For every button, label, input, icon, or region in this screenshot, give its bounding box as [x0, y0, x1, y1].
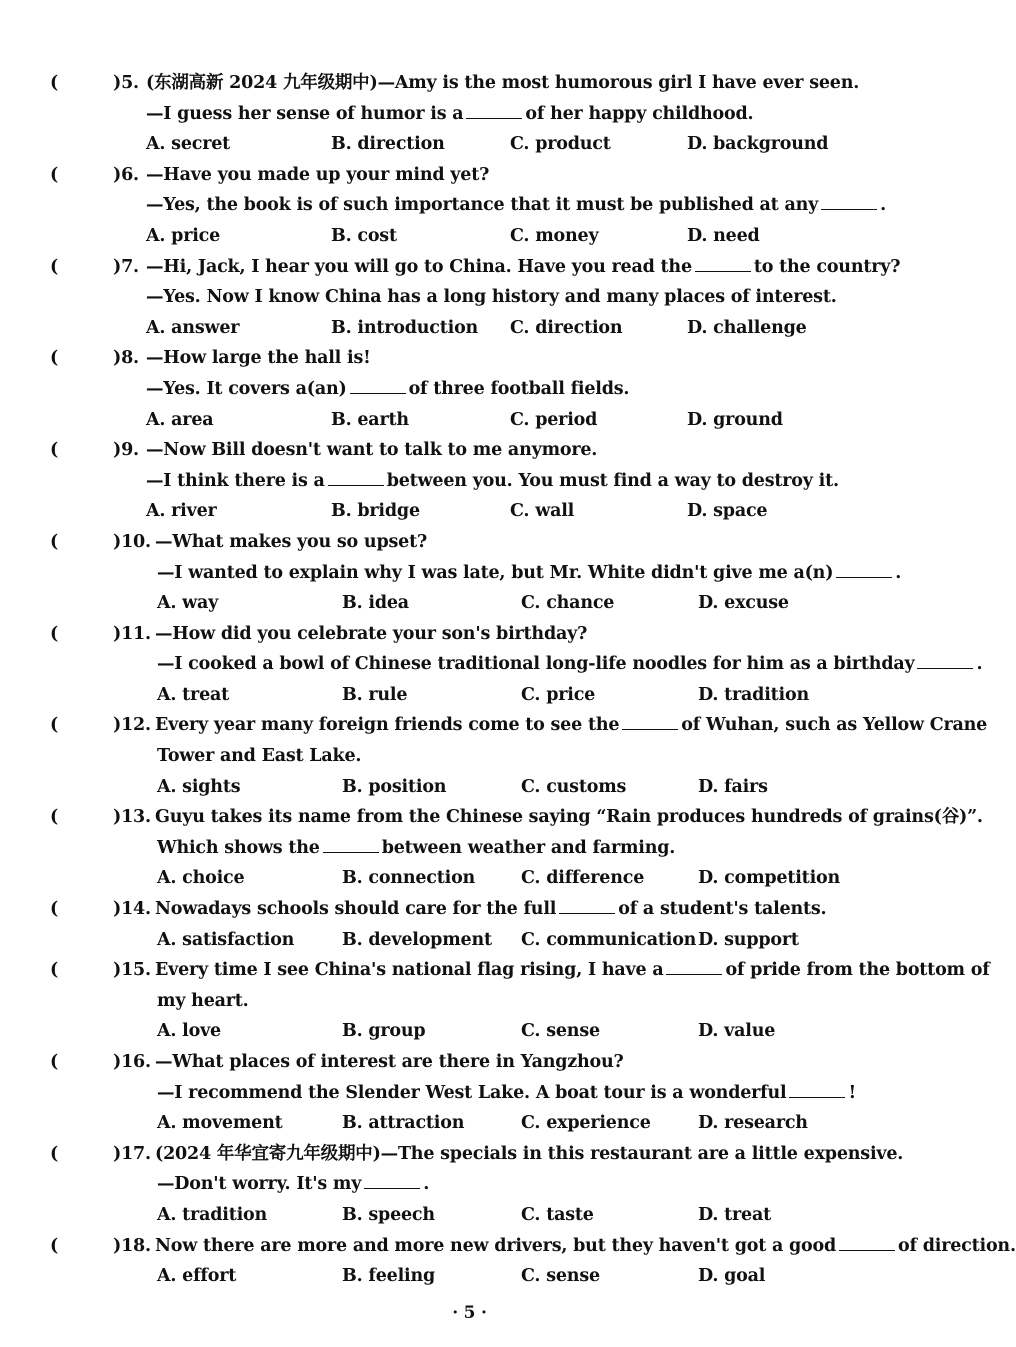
option-c[interactable]: C. difference — [521, 868, 645, 889]
reply-text-after: of three football fields. — [408, 378, 630, 399]
reply-text: —I recommend the Slender West Lake. A boat tour is a wonderful — [157, 1082, 787, 1103]
stem-text-after: to the country? — [753, 256, 901, 277]
stem-text: Now there are more and more new drivers, but they haven't got a good — [155, 1235, 837, 1256]
option-a[interactable]: A. river — [146, 501, 217, 522]
answer-blank[interactable] — [695, 270, 751, 272]
continuation-text — [146, 466, 839, 497]
option-a[interactable]: A. area — [146, 409, 214, 430]
question-stem-line — [0, 343, 939, 374]
question-number: )6. — [113, 164, 139, 185]
question-continuation-line — [0, 1078, 939, 1109]
answer-blank[interactable] — [789, 1096, 845, 1098]
option-a[interactable]: A. satisfaction — [157, 929, 295, 950]
option-b[interactable]: B. idea — [342, 593, 409, 614]
question — [0, 343, 939, 435]
question-stem — [155, 894, 826, 925]
option-b[interactable]: B. introduction — [331, 317, 479, 338]
options-line — [0, 1108, 939, 1139]
question — [0, 802, 983, 894]
stem-text: Nowadays schools should care for the full — [155, 899, 557, 920]
option-d[interactable]: D. ground — [687, 409, 783, 430]
option-a[interactable]: A. effort — [157, 1266, 237, 1287]
stem-text-after: of pride from the bottom of — [725, 960, 990, 981]
option-c[interactable]: C. price — [521, 684, 596, 705]
stem-text-after: of a student's talents. — [618, 899, 827, 920]
question-list — [0, 68, 1016, 1292]
option-a[interactable]: A. love — [157, 1021, 221, 1042]
answer-blank[interactable] — [666, 973, 722, 975]
answer-paren-open[interactable]: ( — [50, 164, 59, 185]
answer-paren-open[interactable]: ( — [50, 73, 59, 93]
option-d[interactable]: D. excuse — [698, 593, 789, 614]
answer-blank[interactable] — [622, 728, 678, 730]
option-d[interactable]: D. challenge — [687, 317, 807, 338]
option-a[interactable]: A. tradition — [157, 1204, 268, 1225]
answer-paren-open[interactable]: ( — [50, 256, 59, 277]
question-stem — [146, 252, 900, 283]
stem-text: Every year many foreign friends come to see the — [155, 715, 620, 736]
options-line — [0, 863, 939, 894]
question — [0, 435, 939, 527]
options-line — [0, 221, 939, 252]
option-c[interactable]: C. sense — [521, 1266, 600, 1287]
option-a[interactable]: A. movement — [157, 1113, 283, 1134]
option-d[interactable]: D. tradition — [698, 684, 809, 705]
question-continuation-line — [0, 466, 939, 497]
option-d[interactable]: D. value — [698, 1021, 776, 1042]
question — [0, 1231, 1016, 1292]
question-stem — [155, 619, 587, 650]
question — [0, 1139, 939, 1231]
answer-paren-open[interactable]: ( — [50, 1235, 59, 1256]
option-b[interactable]: B. bridge — [331, 501, 420, 522]
answer-paren-open[interactable]: ( — [50, 807, 59, 828]
reply-text: my heart. — [157, 990, 249, 1011]
option-a[interactable]: A. treat — [157, 684, 230, 705]
question-stem-line — [0, 1047, 939, 1078]
answer-blank[interactable] — [328, 484, 384, 486]
answer-paren-open[interactable]: ( — [50, 1143, 59, 1164]
option-d[interactable]: D. background — [687, 134, 829, 155]
answer-blank[interactable] — [839, 1249, 895, 1251]
options-line — [0, 129, 939, 160]
continuation-text — [157, 986, 249, 1017]
answer-paren-open[interactable]: ( — [50, 623, 59, 644]
stem-text: —Hi, Jack, I hear you will go to China. Have you read the — [146, 256, 692, 277]
question-stem — [146, 68, 859, 99]
stem-text: —Have you made up your mind yet? — [146, 164, 490, 185]
answer-blank[interactable] — [559, 912, 615, 914]
question-stem-line — [0, 1231, 1016, 1262]
option-b[interactable]: B. connection — [342, 868, 476, 889]
option-d[interactable]: D. fairs — [698, 776, 768, 797]
reply-text-after: . — [423, 1174, 430, 1195]
question-stem-line — [0, 527, 939, 558]
question-source: (东湖高新 2024 九年级期中) — [146, 73, 378, 93]
question-number: )11. — [113, 623, 151, 644]
question-continuation-line — [0, 99, 939, 130]
continuation-text — [146, 282, 837, 313]
option-b[interactable]: B. feeling — [342, 1266, 436, 1287]
answer-blank[interactable] — [364, 1187, 420, 1189]
option-c[interactable]: C. product — [510, 134, 611, 155]
options-line — [0, 925, 939, 956]
reply-text-after: ! — [848, 1082, 856, 1103]
stem-text: —What places of interest are there in Yangzhou? — [155, 1052, 624, 1072]
question — [0, 252, 939, 344]
question-number: )17. — [113, 1143, 151, 1164]
question-stem-line — [0, 252, 939, 283]
question-stem — [155, 955, 990, 986]
question-continuation-line — [0, 741, 939, 772]
question-continuation-line — [0, 190, 939, 221]
options-line — [0, 496, 939, 527]
answer-blank[interactable] — [350, 392, 406, 394]
question-continuation-line — [0, 282, 939, 313]
question-stem-line — [0, 160, 939, 191]
continuation-text — [157, 741, 361, 772]
answer-blank[interactable] — [466, 117, 522, 119]
question-number: )5. — [113, 73, 139, 93]
stem-text: —How did you celebrate your son's birthday? — [155, 623, 588, 644]
option-a[interactable]: A. sights — [157, 776, 241, 797]
question-stem — [146, 435, 597, 466]
answer-paren-open[interactable]: ( — [50, 531, 59, 552]
reply-text-after: of her happy childhood. — [525, 103, 754, 124]
question-number: )13. — [113, 807, 151, 828]
option-a[interactable]: A. answer — [146, 317, 240, 338]
question-stem-line — [0, 710, 988, 741]
option-a[interactable]: A. price — [146, 225, 221, 246]
option-c[interactable]: C. wall — [510, 501, 575, 522]
answer-blank[interactable] — [323, 851, 379, 853]
reply-text-after: . — [976, 654, 983, 675]
reply-text: —Yes, the book is of such importance that it must be published at any — [146, 195, 819, 216]
option-d[interactable]: D. goal — [698, 1266, 766, 1287]
option-c[interactable]: C. chance — [521, 593, 615, 614]
answer-paren-open[interactable]: ( — [50, 1052, 59, 1072]
question-number: )16. — [113, 1052, 151, 1072]
question-number: )12. — [113, 715, 151, 736]
question-stem-line — [0, 435, 939, 466]
option-b[interactable]: B. position — [342, 776, 447, 797]
reply-text-after: between weather and farming. — [381, 837, 676, 858]
reply-text: —I guess her sense of humor is a — [146, 103, 464, 124]
reply-text-after: between you. You must find a way to destroy it. — [386, 470, 839, 491]
option-c[interactable]: C. money — [510, 225, 599, 246]
question-stem-line — [0, 894, 939, 925]
question — [0, 160, 939, 252]
question-number: )15. — [113, 960, 151, 981]
reply-text: —I cooked a bowl of Chinese traditional long-life noodles for him as a birthday — [157, 654, 915, 675]
option-d[interactable]: D. research — [698, 1113, 808, 1134]
stem-text: —The specials in this restaurant are a little expensive. — [380, 1143, 904, 1164]
option-d[interactable]: D. competition — [698, 868, 841, 889]
question-stem — [155, 1231, 1016, 1262]
option-b[interactable]: B. attraction — [342, 1113, 465, 1134]
continuation-text — [146, 99, 753, 130]
option-d[interactable]: D. space — [687, 501, 768, 522]
question — [0, 955, 990, 1047]
stem-text-after: of direction. — [898, 1235, 1016, 1256]
question — [0, 710, 988, 802]
question-continuation-line — [0, 374, 939, 405]
continuation-text — [146, 190, 886, 221]
stem-text: Guyu takes its name from the Chinese saying “Rain produces hundreds of grains(谷)”. — [155, 807, 983, 828]
question-stem-line — [0, 619, 939, 650]
option-c[interactable]: C. period — [510, 409, 598, 430]
answer-blank[interactable] — [836, 576, 892, 578]
question — [0, 894, 939, 955]
option-a[interactable]: A. way — [157, 593, 219, 614]
question-number: )10. — [113, 531, 151, 552]
reply-text: —I wanted to explain why I was late, but Mr. White didn't give me a(n) — [157, 562, 834, 583]
question-continuation-line — [0, 1169, 939, 1200]
option-a[interactable]: A. secret — [146, 134, 231, 155]
option-c[interactable]: C. taste — [521, 1204, 594, 1225]
option-d[interactable]: D. treat — [698, 1204, 771, 1225]
question-continuation-line — [0, 986, 939, 1017]
reply-text: —Yes. Now I know China has a long history and many places of interest. — [146, 287, 837, 308]
reply-text-after: . — [895, 562, 902, 583]
continuation-text — [146, 374, 629, 405]
continuation-text — [157, 833, 675, 864]
question — [0, 619, 983, 711]
question-stem — [155, 1139, 903, 1170]
question-number: )18. — [113, 1235, 151, 1256]
option-b[interactable]: B. direction — [331, 134, 445, 155]
stem-text-after: of Wuhan, such as Yellow Crane — [681, 715, 988, 736]
continuation-text — [157, 558, 901, 589]
option-c[interactable]: C. communication — [521, 929, 697, 950]
option-d[interactable]: D. need — [687, 225, 760, 246]
question-stem — [146, 343, 371, 374]
option-d[interactable]: D. support — [698, 929, 799, 950]
options-line — [0, 1016, 939, 1047]
options-line — [0, 588, 939, 619]
options-line — [0, 1200, 939, 1231]
option-b[interactable]: B. cost — [331, 225, 397, 246]
question-continuation-line — [0, 833, 939, 864]
reply-text: —Yes. It covers a(an) — [146, 378, 347, 399]
reply-text: Which shows the — [157, 837, 320, 858]
question-stem — [155, 710, 987, 741]
option-c[interactable]: C. experience — [521, 1113, 651, 1134]
question-stem — [146, 160, 489, 191]
answer-paren-open[interactable]: ( — [50, 715, 59, 736]
answer-blank[interactable] — [917, 667, 973, 669]
question — [0, 1047, 939, 1139]
question — [0, 527, 939, 619]
option-b[interactable]: B. rule — [342, 684, 408, 705]
reply-text: —I think there is a — [146, 470, 325, 491]
page-number: · 5 · — [452, 1303, 487, 1323]
options-line — [0, 680, 939, 711]
option-b[interactable]: B. development — [342, 929, 492, 950]
option-b[interactable]: B. group — [342, 1021, 426, 1042]
stem-text: —How large the hall is! — [146, 348, 371, 369]
answer-blank[interactable] — [821, 208, 877, 210]
continuation-text — [157, 649, 982, 680]
options-line — [0, 405, 939, 436]
continuation-text — [157, 1078, 856, 1109]
question-stem-line — [0, 955, 990, 986]
option-a[interactable]: A. choice — [157, 868, 245, 889]
answer-paren-open[interactable]: ( — [50, 440, 59, 461]
option-c[interactable]: C. customs — [521, 776, 627, 797]
question-continuation-line — [0, 558, 939, 589]
question-number: )8. — [113, 348, 139, 369]
question-stem — [155, 1047, 624, 1078]
question-continuation-line — [0, 649, 983, 680]
question-number: )14. — [113, 899, 151, 920]
options-line — [0, 1261, 939, 1292]
stem-text: —Amy is the most humorous girl I have ever seen. — [377, 73, 860, 93]
reply-text-after: . — [880, 195, 886, 216]
answer-paren-open[interactable]: ( — [50, 960, 59, 981]
question — [0, 68, 939, 160]
options-line — [0, 313, 939, 344]
stem-text: —Now Bill doesn't want to talk to me anymore. — [146, 440, 598, 461]
question-number: )9. — [113, 440, 139, 461]
question-number: )7. — [113, 256, 139, 277]
answer-paren-open[interactable]: ( — [50, 348, 59, 369]
option-b[interactable]: B. earth — [331, 409, 409, 430]
option-c[interactable]: C. sense — [521, 1021, 600, 1042]
reply-text: Tower and East Lake. — [157, 746, 362, 767]
question-stem — [155, 527, 427, 558]
question-stem-line — [0, 1139, 939, 1170]
question-stem-line — [0, 802, 983, 833]
stem-text: Every time I see China's national flag rising, I have a — [155, 960, 664, 981]
stem-text: —What makes you so upset? — [155, 531, 428, 552]
option-c[interactable]: C. direction — [510, 317, 623, 338]
options-line — [0, 772, 939, 803]
question-stem — [155, 802, 983, 833]
question-source: (2024 年华宜寄九年级期中) — [155, 1143, 381, 1164]
answer-paren-open[interactable]: ( — [50, 899, 59, 920]
continuation-text — [157, 1169, 429, 1200]
option-b[interactable]: B. speech — [342, 1204, 435, 1225]
question-stem-line — [0, 68, 939, 99]
reply-text: —Don't worry. It's my — [157, 1174, 362, 1195]
